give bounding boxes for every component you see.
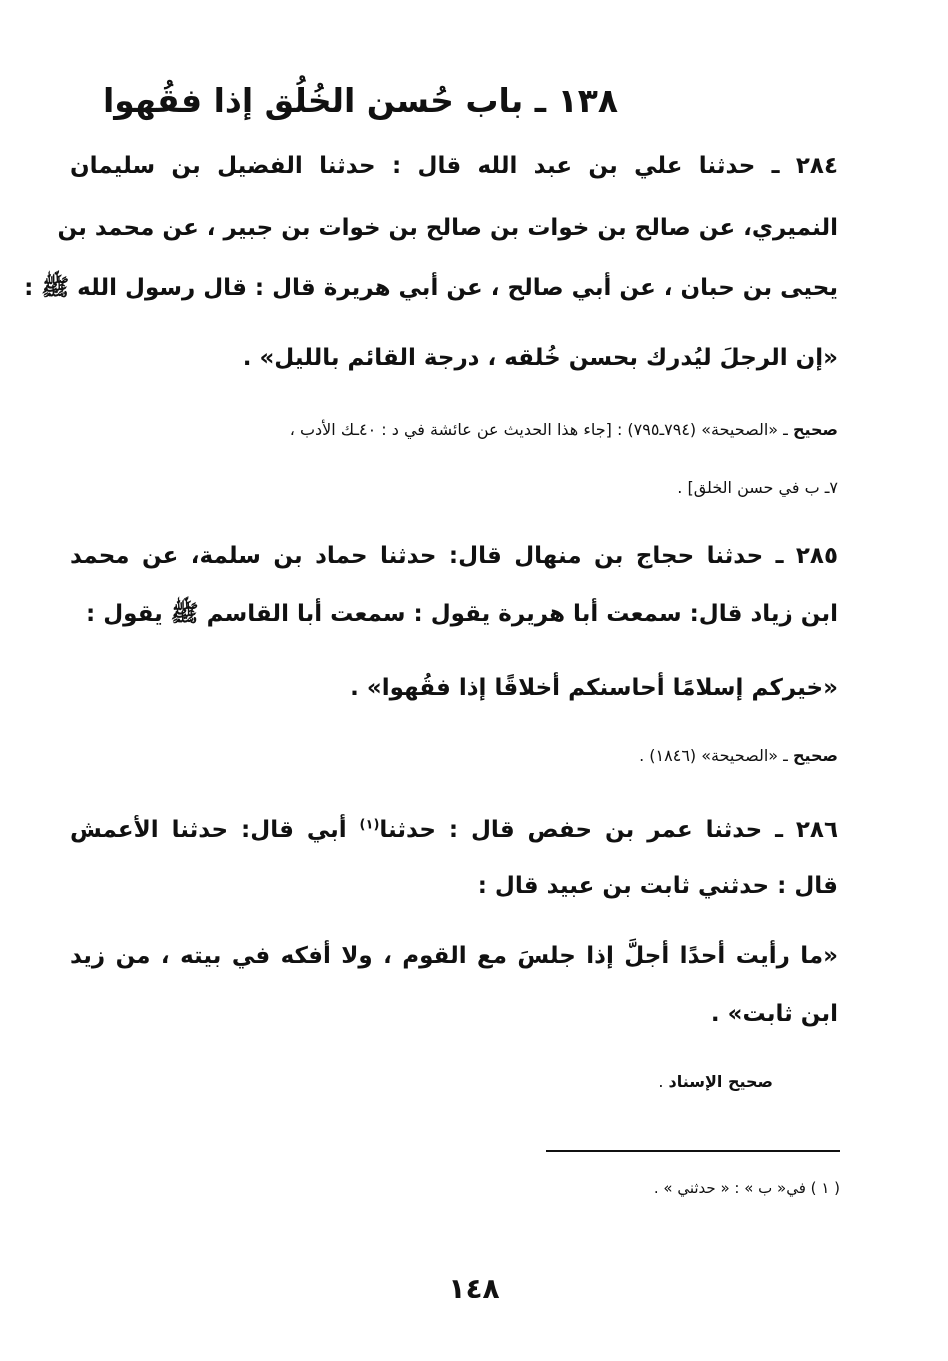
grading-tag: صحيح: [792, 746, 838, 765]
hadith-284-grading-line-2: ٧ـ ب في حسن الخلق] .: [677, 478, 838, 497]
hadith-285-line-2: ابن زياد قال: سمعت أبا هريرة يقول : سمعت أبا القاسم ﷺ يقول :: [86, 601, 838, 627]
hadith-286-text-before-note: ٢٨٦ ـ حدثنا عمر بن حفص قال : حدثنا: [379, 817, 838, 843]
grading-text: ـ «الصحيحة» (١٨٤٦) .: [639, 746, 793, 765]
grading-text: ـ «الصحيحة» (٧٩٤ـ٧٩٥) : [جاء هذا الحديث عن عائشة في د : ٤٠ـك الأدب ،: [289, 420, 793, 439]
page-number: ١٤٨: [448, 1272, 500, 1305]
hadith-284-line-2: النميري، عن صالح بن خوات بن صالح بن خوات بن جبير ، عن محمد بن: [57, 215, 838, 241]
hadith-286-grading: [70, 1070, 773, 1094]
footnote-marker: (١): [359, 817, 380, 833]
hadith-284-quote: «إن الرجلَ ليُدرك بحسن خُلقه ، درجة القائم بالليل» .: [242, 345, 838, 371]
footnote: ( ١ ) في« ب » : « حدثني » .: [653, 1179, 840, 1197]
hadith-286-quote-line-2: ابن ثابت» .: [710, 1001, 838, 1027]
hadith-284-line-3: يحيى بن حبان ، عن أبي صالح ، عن أبي هريرة قال : قال رسول الله ﷺ :: [24, 275, 838, 301]
hadith-285-line-1: ٢٨٥ ـ حدثنا حجاج بن منهال قال: حدثنا حماد بن سلمة، عن محمد: [70, 543, 838, 569]
hadith-285-quote: «خيركم إسلامًا أحاسنكم أخلاقًا إذا فقُهوا» .: [350, 675, 838, 701]
hadith-286-line-2: قال : حدثني ثابت بن عبيد قال :: [477, 873, 838, 899]
hadith-286-quote-line-1: «ما رأيت أحدًا أجلَّ إذا جلسَ مع القوم ، ولا أفكه في بيته ، من زيد: [70, 943, 838, 969]
grading-text: .: [658, 1072, 669, 1091]
hadith-284-grading-line-1: [70, 418, 838, 442]
hadith-286-text-after-note: أبي قال: حدثنا الأعمش: [70, 817, 360, 843]
hadith-285-grading: [70, 744, 838, 768]
footnote-divider: [546, 1150, 840, 1152]
chapter-title: ١٣٨ ـ باب حُسن الخُلُق إذا فقُهوا: [102, 81, 618, 120]
grading-tag: صحيح الإسناد: [668, 1072, 773, 1091]
hadith-286-line-1: [70, 814, 838, 846]
grading-tag: صحيح: [792, 420, 838, 439]
hadith-284-line-1: ٢٨٤ ـ حدثنا علي بن عبد الله قال : حدثنا الفضيل بن سليمان: [70, 153, 838, 179]
